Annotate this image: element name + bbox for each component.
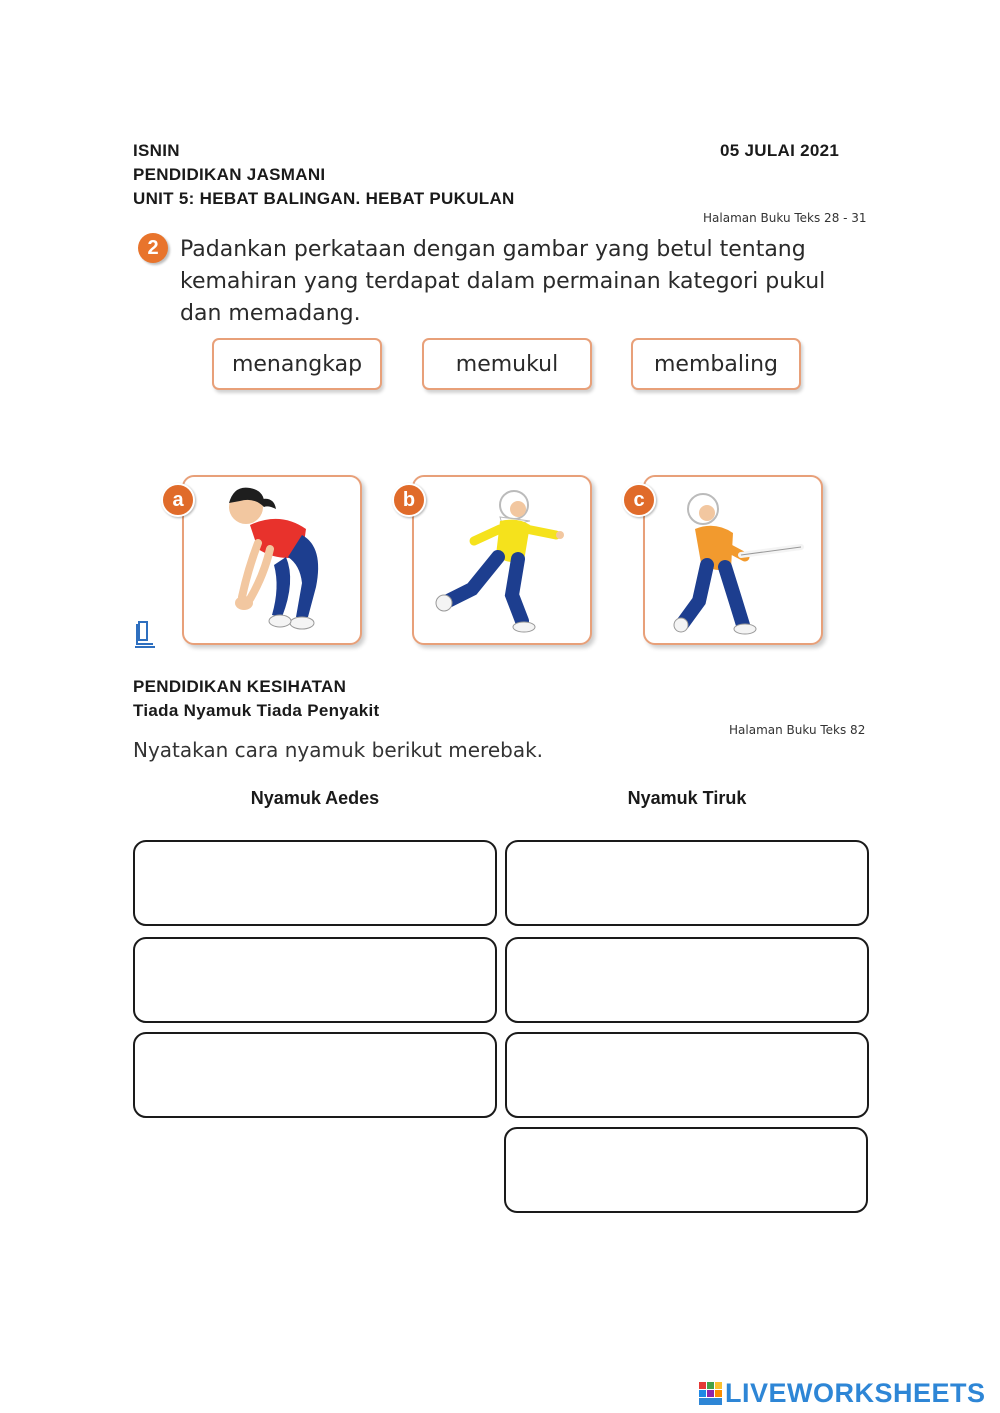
question-text — [180, 234, 860, 330]
page-reference-2: Halaman Buku Teks 82 — [729, 723, 866, 737]
answer-box-tiruk-2[interactable] — [505, 937, 869, 1023]
topic-title: Tiada Nyamuk Tiada Penyakit — [133, 701, 380, 720]
book-icon — [133, 620, 157, 650]
column-header-tiruk: Nyamuk Tiruk — [627, 788, 747, 808]
picture-card-b[interactable] — [412, 475, 592, 645]
column-header-aedes: Nyamuk Aedes — [250, 788, 380, 808]
liveworksheets-logo-icon — [698, 1381, 724, 1407]
day-label: ISNIN — [133, 141, 180, 160]
throwing-child-icon — [414, 477, 590, 643]
answer-box-tiruk-3[interactable] — [505, 1032, 869, 1118]
brand-name: LIVEWORKSHEETS — [725, 1378, 986, 1408]
subject-title: PENDIDIKAN JASMANI — [133, 165, 326, 184]
answer-box-aedes-3[interactable] — [133, 1032, 497, 1118]
word-box-membaling[interactable]: membaling — [631, 338, 801, 390]
picture-label-c: c — [622, 483, 656, 517]
catching-child-icon — [184, 477, 360, 643]
picture-card-a[interactable] — [182, 475, 362, 645]
answer-box-aedes-2[interactable] — [133, 937, 497, 1023]
word-box-menangkap[interactable]: menangkap — [212, 338, 382, 390]
picture-card-c[interactable] — [643, 475, 823, 645]
unit-title: UNIT 5: HEBAT BALINGAN. HEBAT PUKULAN — [133, 189, 515, 208]
picture-label-a: a — [161, 483, 195, 517]
answer-box-aedes-1[interactable] — [133, 840, 497, 926]
picture-label-b: b — [392, 483, 426, 517]
question-number-badge: 2 — [138, 233, 168, 263]
batting-child-icon — [645, 477, 821, 643]
instruction-text: Nyatakan cara nyamuk berikut merebak. — [133, 738, 544, 762]
question-line-1: Padankan perkataan dengan gambar yang betul tentang — [180, 237, 806, 262]
subject-title-2: PENDIDIKAN KESIHATAN — [133, 677, 347, 696]
answer-box-tiruk-4[interactable] — [504, 1127, 868, 1213]
date-label: 05 JULAI 2021 — [720, 141, 840, 160]
question-line-3: dan memadang. — [180, 301, 361, 326]
word-box-memukul[interactable]: memukul — [422, 338, 592, 390]
question-line-2: kemahiran yang terdapat dalam permainan kategori pukul — [180, 269, 826, 294]
answer-box-tiruk-1[interactable] — [505, 840, 869, 926]
page-reference: Halaman Buku Teks 28 - 31 — [703, 211, 867, 225]
